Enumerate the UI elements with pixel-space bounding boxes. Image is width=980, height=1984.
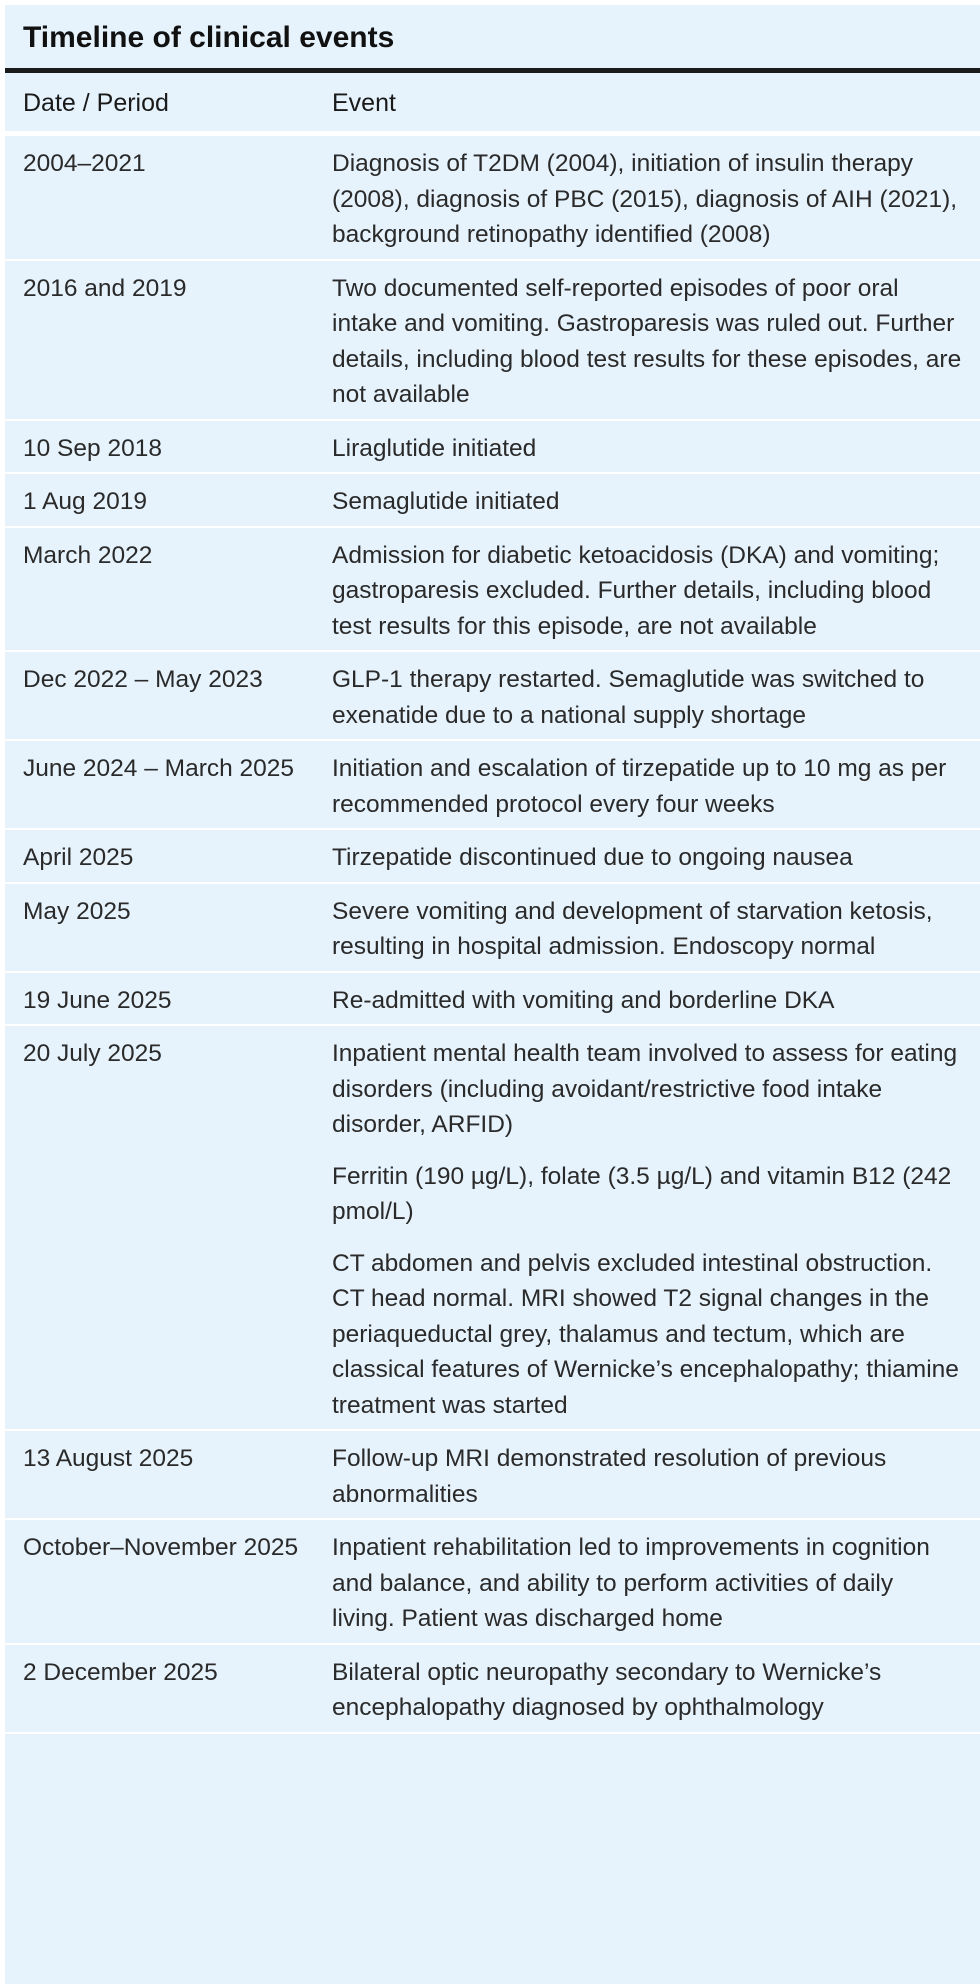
table-row (5, 1520, 980, 1645)
date-cell: June 2024 – March 2025 (23, 755, 295, 782)
date-cell: 13 August 2025 (23, 1445, 194, 1472)
date-cell: March 2022 (23, 541, 153, 569)
event-text: CT abdomen and pelvis excluded intestinal obstruction. CT head normal. MRI showed T2 signal changes in the periaqueductal grey, thalamus and tectum, which are classical features of Wernicke’s encephalopathy; thiamine treatment was started (332, 1249, 959, 1419)
event-cell (332, 1530, 980, 1637)
event-cell (332, 431, 980, 467)
table-row (5, 421, 980, 475)
event-text: Liraglutide initiated (332, 434, 537, 462)
table-body (5, 136, 980, 1734)
date-cell: 2 December 2025 (23, 1658, 218, 1686)
date-cell: Dec 2022 – May 2023 (23, 666, 263, 693)
event-cell (332, 271, 980, 413)
event-text: Diagnosis of T2DM (2004), initiation of insulin therapy (2008), diagnosis of PBC (2015), diagnosis of AIH (2021), background retinopathy identified (2008) (332, 150, 958, 248)
event-text: Follow-up MRI demonstrated resolution of previous abnormalities (332, 1445, 887, 1508)
table-row (5, 528, 980, 653)
event-cell (332, 751, 980, 822)
event-cell (332, 484, 980, 520)
date-cell: 1 Aug 2019 (23, 488, 147, 515)
table-row (5, 261, 980, 421)
table-row (5, 741, 980, 830)
event-cell (332, 146, 980, 253)
table-row (5, 652, 980, 741)
table-title: Timeline of clinical events (5, 5, 980, 73)
event-cell (332, 894, 980, 965)
event-cell (332, 538, 980, 645)
event-text: Re-admitted with vomiting and borderline DKA (332, 986, 835, 1014)
event-text: Initiation and escalation of tirzepatide up to 10 mg as per recommended protocol every four weeks (332, 755, 947, 818)
column-header-event: Event (332, 88, 396, 117)
date-cell: 20 July 2025 (23, 1040, 162, 1067)
event-text: Semaglutide initiated (332, 488, 560, 515)
table-row (5, 1645, 980, 1734)
event-text: Inpatient mental health team involved to assess for eating disorders (including avoidant/restrictive food intake disorder, ARFID) (332, 1040, 958, 1138)
event-cell (332, 1441, 980, 1512)
date-cell: May 2025 (23, 897, 131, 925)
table-row (5, 1431, 980, 1520)
event-text: Two documented self-reported episodes of poor oral intake and vomiting. Gastroparesis was ruled out. Further details, including blood test results for these episodes, are not available (332, 274, 962, 408)
event-text: Admission for diabetic ketoacidosis (DKA) and vomiting; gastroparesis excluded. Further details, including blood test results for this episode, are not available (332, 541, 940, 640)
event-text: Severe vomiting and development of starvation ketosis, resulting in hospital admission. Endoscopy normal (332, 897, 933, 960)
date-cell: 19 June 2025 (23, 986, 172, 1014)
table-row (5, 973, 980, 1027)
date-cell: 10 Sep 2018 (23, 434, 162, 462)
date-cell: October–November 2025 (23, 1534, 299, 1561)
date-cell: April 2025 (23, 844, 134, 871)
event-text: Inpatient rehabilitation led to improvements in cognition and balance, and ability to perform activities of daily living. Patient was discharged home (332, 1534, 930, 1632)
event-cell (332, 1036, 980, 1423)
table-row (5, 1026, 980, 1431)
table-row (5, 474, 980, 528)
table-row (5, 136, 980, 261)
event-text: Ferritin (190 µg/L), folate (3.5 µg/L) and vitamin B12 (242 pmol/L) (332, 1162, 952, 1225)
date-cell: 2004–2021 (23, 150, 146, 177)
event-text: Bilateral optic neuropathy secondary to Wernicke’s encephalopathy diagnosed by ophthalmology (332, 1658, 882, 1721)
event-cell (332, 840, 980, 876)
event-cell (332, 983, 980, 1019)
event-cell (332, 662, 980, 733)
table-row (5, 884, 980, 973)
event-cell (332, 1655, 980, 1726)
event-text: Tirzepatide discontinued due to ongoing nausea (332, 844, 853, 871)
date-cell: 2016 and 2019 (23, 274, 187, 302)
column-header-date: Date / Period (23, 88, 169, 117)
event-text: GLP-1 therapy restarted. Semaglutide was switched to exenatide due to a national supply shortage (332, 666, 925, 729)
clinical-timeline-table (5, 5, 980, 1984)
table-header (5, 73, 980, 136)
table-row (5, 830, 980, 884)
